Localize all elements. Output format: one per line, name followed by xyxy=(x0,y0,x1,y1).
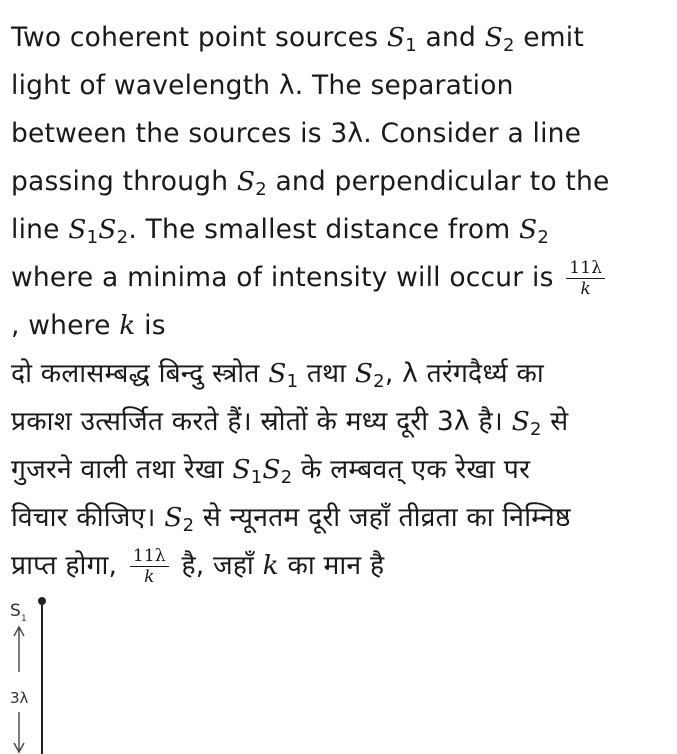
fraction-denominator: k xyxy=(580,279,591,299)
text: दो कलासम्बद्ध बिन्दु स्त्रोत xyxy=(11,358,269,389)
symbol-k: k xyxy=(119,310,136,341)
sources-diagram xyxy=(0,592,80,754)
text: . The smallest distance from xyxy=(128,214,519,245)
subscript: 2 xyxy=(373,371,385,393)
text: Two coherent point sources xyxy=(11,22,387,53)
english-line-3: between the sources is 3λ. Consider a line xyxy=(11,118,582,149)
s1-subscript: 1 xyxy=(21,614,27,624)
symbol-k: k xyxy=(262,550,279,581)
symbol-s: S xyxy=(518,214,538,245)
text: गुजरने वाली तथा रेखा xyxy=(11,454,233,485)
text: है, जहाँ xyxy=(181,550,263,581)
text: विचार कीजिए। xyxy=(11,502,165,533)
subscript: 2 xyxy=(537,227,550,249)
text: प्राप्त होगा, xyxy=(11,550,118,581)
text: passing through xyxy=(11,166,237,197)
separation-label: 3λ xyxy=(10,689,29,707)
hindi-line-2 xyxy=(11,398,671,446)
subscript: 1 xyxy=(86,227,99,249)
subscript: 2 xyxy=(502,35,515,57)
fraction-numerator: 11λ xyxy=(566,258,605,279)
english-line-1 xyxy=(11,14,671,62)
symbol-s: S xyxy=(386,22,406,53)
subscript: 2 xyxy=(255,179,267,201)
symbol-s: S xyxy=(511,406,530,437)
text: and perpendicular to the xyxy=(266,166,610,197)
text: से न्यूनतम दूरी जहाँ तीव्रता का निम्निष्ठ xyxy=(194,502,571,533)
symbol-s: S xyxy=(484,22,503,53)
subscript: 2 xyxy=(116,227,129,249)
english-line-6 xyxy=(11,254,671,302)
symbol-s: S xyxy=(236,166,256,197)
text: के लम्बवत् एक रेखा पर xyxy=(292,454,531,485)
text: where a minima of intensity will occur is xyxy=(11,262,554,293)
symbol-s: S xyxy=(98,214,117,245)
subscript: 2 xyxy=(182,515,195,537)
symbol-s: S xyxy=(164,502,183,533)
text: is xyxy=(135,310,166,341)
fraction-numerator: 11λ xyxy=(130,546,169,567)
hindi-line-5 xyxy=(11,542,671,590)
symbol-s: S xyxy=(268,358,287,389)
s1-label: S xyxy=(10,601,21,621)
hindi-line-4 xyxy=(11,494,671,542)
fraction xyxy=(130,546,169,587)
fraction xyxy=(566,258,605,299)
subscript: 1 xyxy=(405,35,417,57)
english-line-5 xyxy=(11,206,671,254)
subscript: 1 xyxy=(250,467,263,489)
hindi-line-3 xyxy=(11,446,671,494)
symbol-s: S xyxy=(232,454,251,485)
text: प्रकाश उत्सर्जित करते हैं। स्रोतों के मध्य दूरी 3λ है। xyxy=(11,406,512,437)
text: line xyxy=(11,214,69,245)
text: का मान है xyxy=(278,550,385,581)
symbol-s: S xyxy=(354,358,374,389)
subscript: 2 xyxy=(280,467,293,489)
text: , λ तरंगदैर्ध्य का xyxy=(384,358,544,389)
diagram-svg xyxy=(0,592,80,754)
subscript: 1 xyxy=(286,371,299,393)
english-line-4 xyxy=(11,158,671,206)
english-line-2: light of wavelength λ. The separation xyxy=(11,70,514,101)
symbol-s: S xyxy=(68,214,87,245)
question-text xyxy=(11,14,671,590)
hindi-line-1 xyxy=(11,350,671,398)
text: तथा xyxy=(298,358,355,389)
english-line-7 xyxy=(11,302,671,350)
text: and xyxy=(416,22,485,53)
text: , where xyxy=(11,310,120,341)
text: से xyxy=(541,406,569,437)
symbol-s: S xyxy=(262,454,281,485)
subscript: 2 xyxy=(529,419,542,441)
fraction-denominator: k xyxy=(144,567,155,587)
text: emit xyxy=(514,22,584,53)
